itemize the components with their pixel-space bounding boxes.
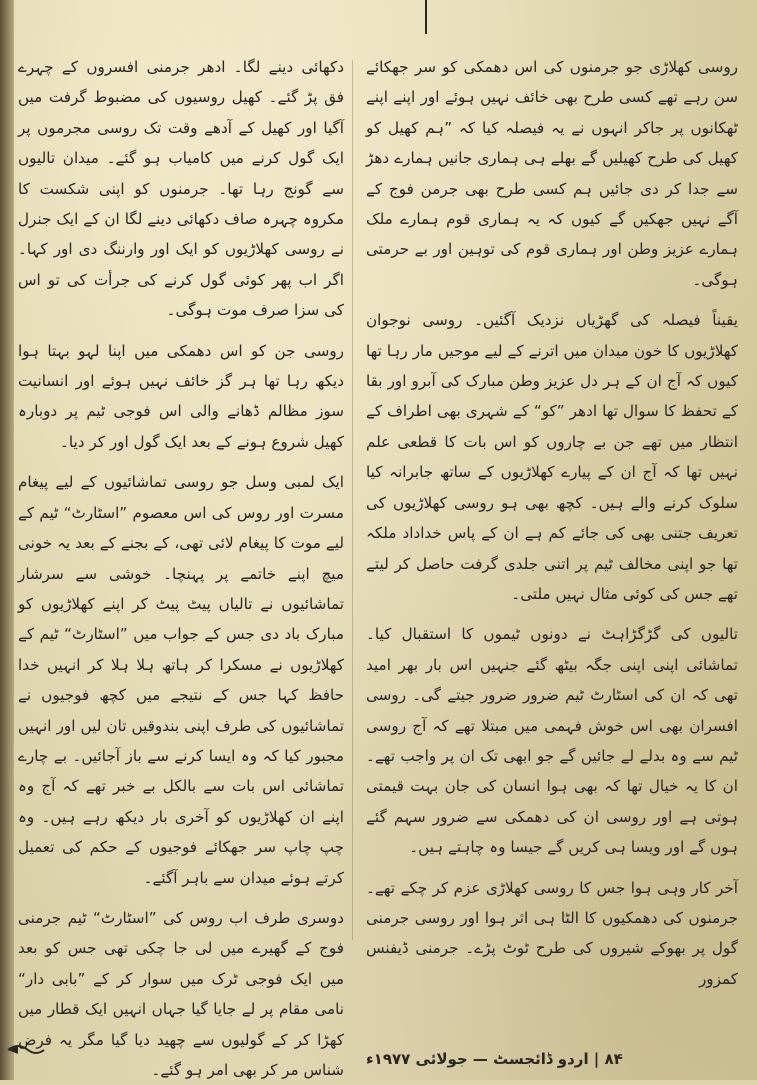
right-column xyxy=(366,52,738,988)
left-paragraph-2: روسی جن کو اس دھمکی میں اپنا لہو بہتا ہوا دیکھ رہا تھا ہر گز خائف نہیں ہوئے اور انسانیت سوز مظالم ڈھانے والی اس فوجی ٹیم پر دوبارہ کھیل شروع ہونے کے بعد ایک گول اور کر دیا۔ xyxy=(18,341,344,451)
right-paragraph-1: روسی کھلاڑی جو جرمنوں کی اس دھمکی کو سر جھکائے سن رہے تھے کسی طرح بھی خائف نہیں ہوئے اور اپنے اپنے ٹھکانوں پر جاکر انہوں نے یہ فیصلہ کیا کہ ”ہم کھیل کو کھیل کی طرح کھیلیں گے بھلے ہی ہماری جانیں ہمارے دھڑ سے جدا کر دی جائیں ہم کسی طرح بھی جرمن فوج کے آگے نہیں جھکیں گے کیوں کہ یہ ہماری قوم ہمارے ملک ہمارے عزیز وطن اور ہماری قوم کی توہین اور بے حرمتی ہوگی۔ xyxy=(366,58,738,289)
right-paragraph-4: آخر کار وہی ہوا جس کا روسی کھلاڑی عزم کر چکے تھے۔ جرمنوں کی دھمکیوں کا الٹا ہی اثر ہوا اور روسی جرمنی گول پر بھوکے شیروں کی طرح ٹوٹ پڑے۔ جرمنی ڈیفنس کمزور xyxy=(366,878,738,988)
left-paragraph-3: ایک لمبی وسل جو روسی تماشائیوں کے لیے پیغام مسرت اور روس کی اس معصوم ”اسٹارٹ“ ٹیم کے لیے موت کا پیغام لائی تھی، کے بجنے کے بعد یہ خونی میچ اپنے خاتمے پر پہنچا۔ خوشی سے سرشار تماشائیوں نے تالیاں پیٹ پیٹ کر اپنے کھلاڑیوں کو مبارک باد دی جس کے جواب میں ”اسٹارٹ“ ٹیم کے کھلاڑیوں نے مسکرا کر ہاتھ ہلا ہلا کر انہیں خدا حافظ کہا جس کے نتیجے میں کچھ فوجیوں نے تماشائیوں کی طرف اپنی بندوقیں تان لیں اور انہیں مجبور کیا کہ وہ ایسا کرنے سے باز آجائیں۔ بے چارے تماشائی اس بات سے بالکل بے خبر تھے کہ آج وہ اپنے ان کھلاڑیوں کو آخری بار دیکھ رہے ہیں۔ وہ چپ چاپ سر جھکائے فوجیوں کے حکم کی تعمیل کرتے ہوئے میدان سے باہر آگئے۔ xyxy=(18,473,344,887)
left-paragraph-4: دوسری طرف اب روس کی ”اسٹارٹ“ ٹیم جرمنی فوج کے گھیرے میں لی جا چکی تھی جس کو بعد میں ایک فوجی ٹرک میں سوار کر کے ”بابی دار“ نامی مقام پر لے جایا گیا جہاں انہیں ایک قطار میں کھڑا کر کے گولیوں سے چھید دیا گیا مگر یہ فرض شناس مر کر بھی امر ہو گئے۔ xyxy=(18,908,344,1079)
left-column xyxy=(18,52,344,1079)
end-mark-icon xyxy=(6,1040,46,1060)
left-paragraph-1: دکھائی دینے لگا۔ ادھر جرمنی افسروں کے چہرے فق پڑ گئے۔ کھیل روسیوں کی مضبوط گرفت میں آگیا اور کھیل کے آدھے وقت تک روسی مجرموں پر ایک گول کرنے میں کامیاب ہو گئے۔ میدان تالیوں سے گونج رہا تھا۔ جرمنوں کو اپنی شکست کا مکروہ چہرہ صاف دکھائی دینے لگا ان کے ایک جنرل نے روسی کھلاڑیوں کو ایک اور وارننگ دی اور کہا۔ اگر اب پھر کوئی گول کرنے کی جرأت کی تو اس کی سزا صرف موت ہوگی۔ xyxy=(18,58,344,320)
page-edge-shadow xyxy=(0,0,14,1080)
page-footer: ۸۴ | اردو ڈائجسٹ — جولائی ۱۹۷۷ء xyxy=(366,1050,623,1068)
fold-mark xyxy=(425,0,427,34)
right-paragraph-3: تالیوں کی گڑگڑاہٹ نے دونوں ٹیموں کا استقبال کیا۔ تماشائی اپنی اپنی جگہ بیٹھ گئے جنہیں اس بار بھر امید تھی کہ ان کی اسٹارٹ ٹیم ضرور ضرور جیتے گی۔ روسی افسران بھی اس خوش فہمی میں مبتلا تھے کہ آج روسی ٹیم سے وہ بدلے لے جائیں گے جو ابھی تک ان پر واجب تھے۔ ان کا یہ خیال تھا کہ بھی ہوا انسان کی جان بہت قیمتی ہوتی ہے اور روسی ان کی دھمکی سے ضرور سہم گئے ہوں گے اور ویسا ہی کریں گے جیسا وہ چاہتے ہیں۔ xyxy=(366,625,738,857)
column-divider xyxy=(352,60,353,940)
right-paragraph-2: یقیناً فیصلہ کی گھڑیاں نزدیک آگئیں۔ روسی نوجوان کھلاڑیوں کا خون میدان میں اترنے کے لیے موجیں مار رہا تھا کیوں کہ آج ان کے ہر دل عزیز وطن مبارک کی آبرو اور بقا کے تحفظ کا سوال تھا ادھر ”کو“ کے شہری بھی اطراف کے انتظار میں تھے جن بے چاروں کو اس بات کا قطعی علم نہیں تھا کہ آج ان کے پیارے کھلاڑیوں کے ساتھ جابرانہ کیا سلوک کرنے والے ہیں۔ کچھ بھی ہو روسی کھلاڑیوں کی تعریف جتنی بھی کی جائے کم ہے ان کے پاس خداداد ملکہ تھا جو اپنی مخالف ٹیم پر اتنی جلدی گرفت حاصل کر لیتے تھے جس کی کوئی مثال نہیں ملتی۔ xyxy=(366,311,738,603)
